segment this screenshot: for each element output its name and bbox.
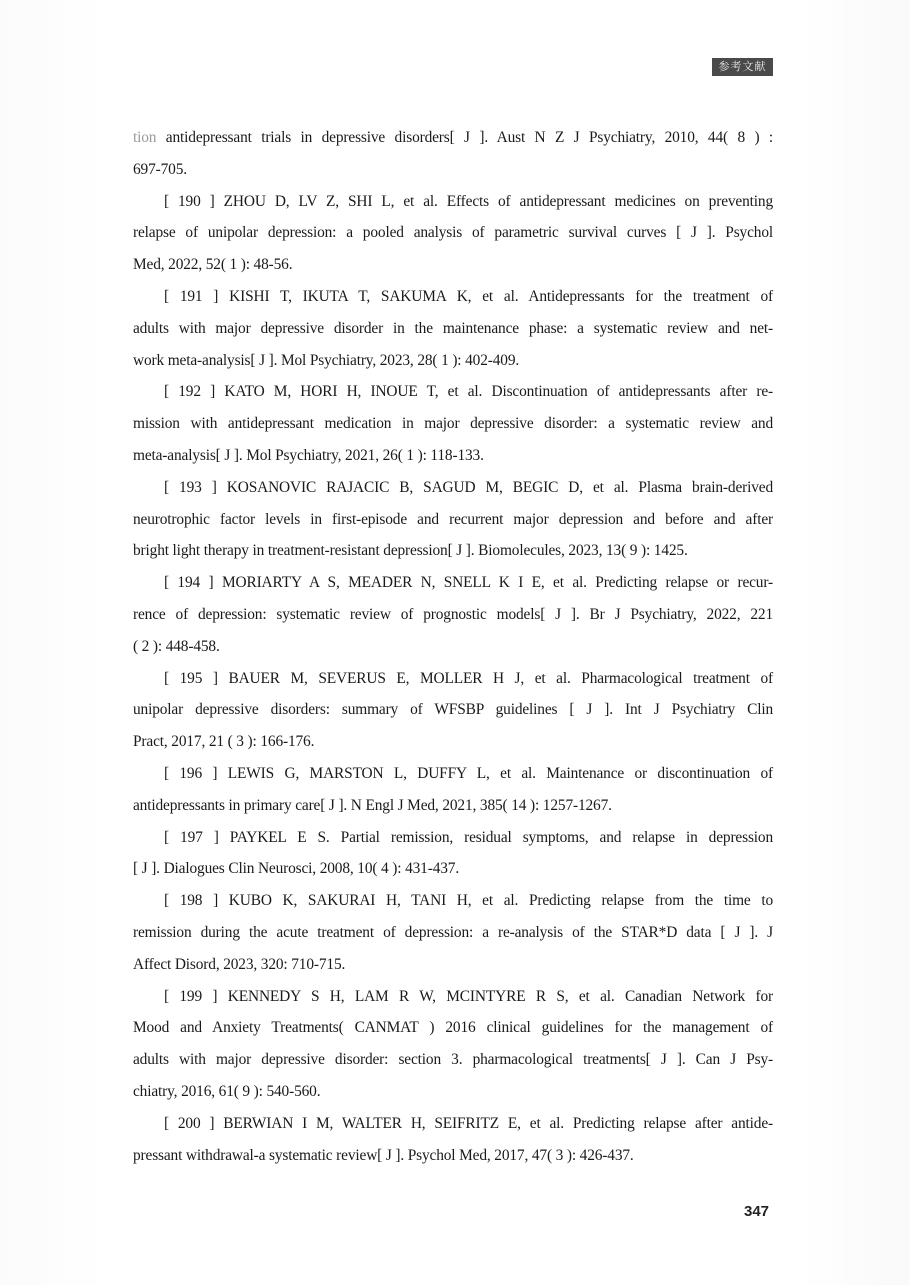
reference-heading-line: [ 194 ] MORIARTY A S, MEADER N, SNELL K I E, et al. Predicting relapse or recur- xyxy=(164,574,773,592)
reference-heading-line: [ 199 ] KENNEDY S H, LAM R W, MCINTYRE R S, et al. Canadian Network for xyxy=(164,987,773,1005)
reference-item-198 xyxy=(133,885,773,980)
reference-heading-line: [ 196 ] LEWIS G, MARSTON L, DUFFY L, et al. Maintenance or discontinuation of xyxy=(164,764,773,782)
reference-item-200 xyxy=(133,1108,773,1172)
reference-item-196 xyxy=(133,758,773,822)
reference-line: rence of depression: systematic review of prognostic models[ J ]. Br J Psychiatry, 2022, 221 xyxy=(133,605,773,623)
reference-line: neurotrophic factor levels in first-episode and recurrent major depression and before and after xyxy=(133,510,773,528)
reference-heading-line: [ 193 ] KOSANOVIC RAJACIC B, SAGUD M, BEGIC D, et al. Plasma brain-derived xyxy=(164,478,773,496)
reference-item-192 xyxy=(133,376,773,471)
reference-line: pressant withdrawal-a systematic review[ J ]. Psychol Med, 2017, 47( 3 ): 426-437. xyxy=(133,1146,634,1164)
reference-heading-line: [ 197 ] PAYKEL E S. Partial remission, residual symptoms, and relapse in depression xyxy=(164,828,773,846)
reference-heading-line: [ 190 ] ZHOU D, LV Z, SHI L, et al. Effects of antidepressant medicines on preventing xyxy=(164,192,773,210)
reference-line: adults with major depressive disorder: section 3. pharmacological treatments[ J ]. Can J Psy- xyxy=(133,1051,773,1069)
reference-line: Pract, 2017, 21 ( 3 ): 166-176. xyxy=(133,733,315,751)
page-number: 347 xyxy=(744,1203,770,1220)
reference-line: chiatry, 2016, 61( 9 ): 540-560. xyxy=(133,1082,321,1100)
reference-line: Affect Disord, 2023, 320: 710-715. xyxy=(133,955,346,973)
reference-line xyxy=(133,122,773,154)
reference-line: mission with antidepressant medication in major depressive disorder: a systematic review and xyxy=(133,415,773,433)
reference-heading-line: [ 200 ] BERWIAN I M, WALTER H, SEIFRITZ E, et al. Predicting relapse after antide- xyxy=(164,1114,773,1132)
reference-line: [ J ]. Dialogues Clin Neurosci, 2008, 10( 4 ): 431-437. xyxy=(133,860,460,878)
reference-item-195 xyxy=(133,663,773,758)
reference-line-text: antidepressant trials in depressive disorders[ J ]. Aust N Z J Psychiatry, 2010, 44( 8 ) : xyxy=(156,129,773,146)
reference-line: unipolar depressive disorders: summary of WFSBP guidelines [ J ]. Int J Psychiatry Clin xyxy=(133,701,773,719)
reference-line: meta-analysis[ J ]. Mol Psychiatry, 2021, 26( 1 ): 118-133. xyxy=(133,446,484,464)
reference-item-197 xyxy=(133,822,773,886)
reference-line: bright light therapy in treatment-resistant depression[ J ]. Biomolecules, 2023, 13( 9 ): 1425. xyxy=(133,542,688,560)
reference-heading-line: [ 195 ] BAUER M, SEVERUS E, MOLLER H J, et al. Pharmacological treatment of xyxy=(164,669,773,687)
reference-list xyxy=(133,122,773,1171)
reference-line: ( 2 ): 448-458. xyxy=(133,637,220,655)
reference-item-191 xyxy=(133,281,773,376)
reference-line: antidepressants in primary care[ J ]. N Engl J Med, 2021, 385( 14 ): 1257-1267. xyxy=(133,796,612,814)
reference-line: adults with major depressive disorder in the maintenance phase: a systematic review and net- xyxy=(133,319,773,337)
reference-heading-line: [ 192 ] KATO M, HORI H, INOUE T, et al. Discontinuation of antidepressants after re- xyxy=(164,383,773,401)
reference-item-190 xyxy=(133,186,773,281)
reference-item-199 xyxy=(133,981,773,1108)
reference-heading-line: [ 198 ] KUBO K, SAKURAI H, TANI H, et al. Predicting relapse from the time to xyxy=(164,892,773,910)
reference-item-194 xyxy=(133,567,773,662)
reference-continuation xyxy=(133,122,773,186)
reference-line: work meta-analysis[ J ]. Mol Psychiatry, 2023, 28( 1 ): 402-409. xyxy=(133,351,520,369)
reference-line: 697-705. xyxy=(133,160,187,178)
reference-line: Med, 2022, 52( 1 ): 48-56. xyxy=(133,256,293,274)
reference-line: relapse of unipolar depression: a pooled analysis of parametric survival curves [ J ]. Psychol xyxy=(133,224,773,242)
reference-line: Mood and Anxiety Treatments( CANMAT ) 2016 clinical guidelines for the management of xyxy=(133,1019,773,1037)
reference-item-193 xyxy=(133,472,773,567)
reference-heading-line: [ 191 ] KISHI T, IKUTA T, SAKUMA K, et al. Antidepressants for the treatment of xyxy=(164,287,773,305)
reference-line: remission during the acute treatment of depression: a re-analysis of the STAR*D data [ J ]. J xyxy=(133,923,773,941)
section-badge-references: 参考文献 xyxy=(712,58,773,76)
faded-fragment: tion xyxy=(133,129,157,146)
